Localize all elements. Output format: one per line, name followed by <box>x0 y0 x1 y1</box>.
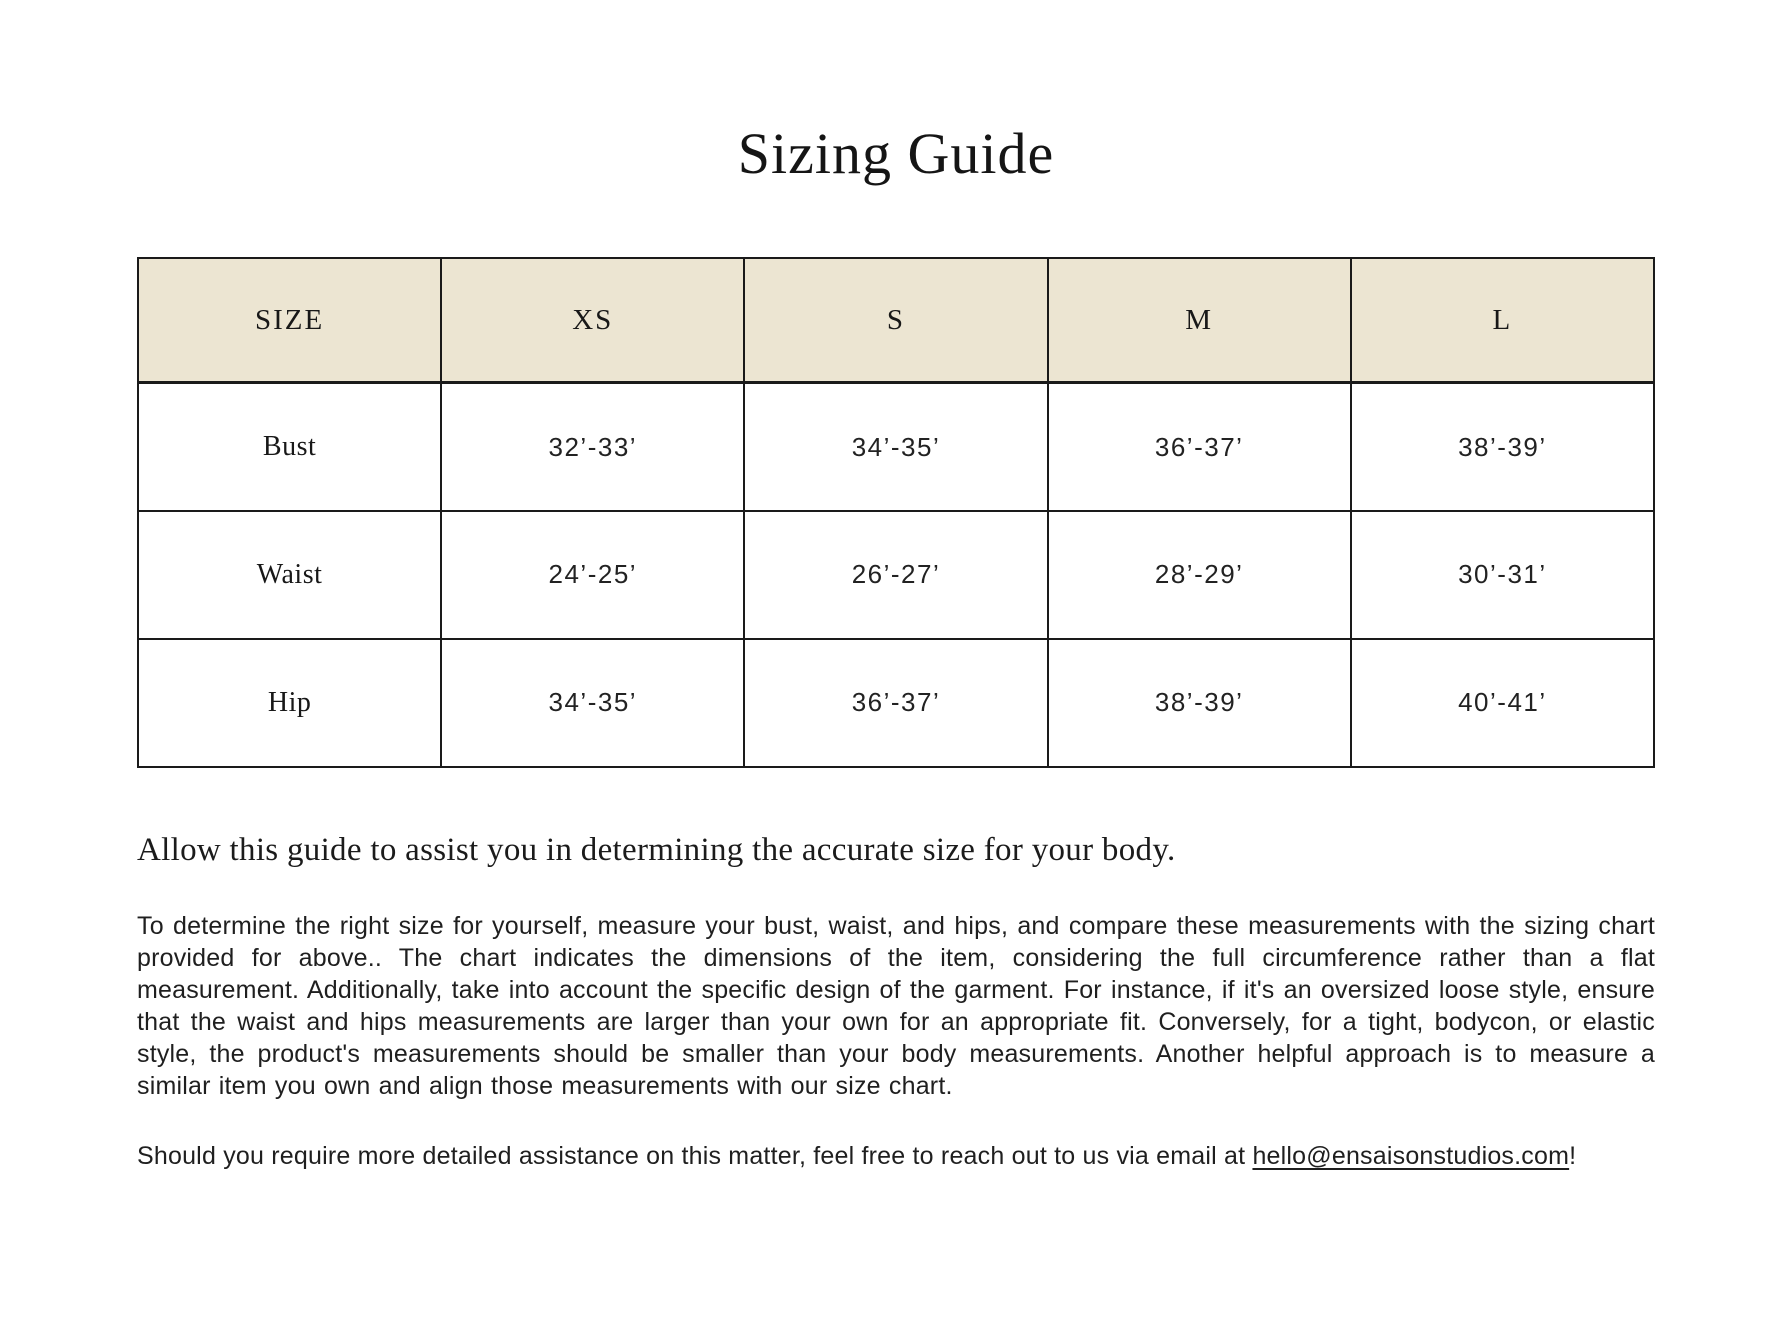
cell-hip-m: 38’-39’ <box>1048 639 1351 767</box>
size-chart-header <box>138 258 1654 383</box>
cell-waist-m: 28’-29’ <box>1048 511 1351 639</box>
cell-hip-xs: 34’-35’ <box>441 639 744 767</box>
guide-heading: Allow this guide to assist you in determining the accurate size for your body. <box>137 831 1176 868</box>
size-chart-body <box>138 383 1654 767</box>
table-row-waist <box>138 511 1654 639</box>
cell-bust-xs: 32’-33’ <box>441 383 744 511</box>
contact-line <box>137 1140 1655 1172</box>
cell-waist-s: 26’-27’ <box>744 511 1047 639</box>
cell-hip-l: 40’-41’ <box>1351 639 1654 767</box>
contact-text-prefix: Should you require more detailed assistance on this matter, feel free to reach out to us via email at <box>137 1141 1253 1170</box>
cell-bust-s: 34’-35’ <box>744 383 1047 511</box>
row-label-bust: Bust <box>138 383 441 511</box>
row-label-hip: Hip <box>138 639 441 767</box>
cell-bust-m: 36’-37’ <box>1048 383 1351 511</box>
table-row-bust <box>138 383 1654 511</box>
column-header-m: M <box>1048 258 1351 383</box>
header-row <box>138 258 1654 383</box>
column-header-size: SIZE <box>138 258 441 383</box>
row-label-waist: Waist <box>138 511 441 639</box>
cell-waist-xs: 24’-25’ <box>441 511 744 639</box>
column-header-l: L <box>1351 258 1654 383</box>
cell-hip-s: 36’-37’ <box>744 639 1047 767</box>
contact-text-suffix: ! <box>1569 1141 1577 1170</box>
page-title: Sizing Guide <box>737 121 1055 186</box>
email-link[interactable]: hello@ensaisonstudios.com <box>1252 1141 1570 1170</box>
column-header-xs: XS <box>441 258 744 383</box>
cell-bust-l: 38’-39’ <box>1351 383 1654 511</box>
size-chart-table <box>137 257 1655 768</box>
table-row-hip <box>138 639 1654 767</box>
cell-waist-l: 30’-31’ <box>1351 511 1654 639</box>
guide-body-paragraph: To determine the right size for yourself, measure your bust, waist, and hips, and compare these measurements with the sizing chart provided for above.. The chart indicates the dimensions of the item, considering the full circumference rather than a flat measurement. Additionally, take into account the specific design of the garment. For instance, if it's an oversized loose style, ensure that the waist and hips measurements are larger than your own for an appropriate fit. Conversely, for a tight, bodycon, or elastic style, the product's measurements should be smaller than your body measurements. Another helpful approach is to measure a similar item you own and align those measurements with our size chart. <box>137 911 1655 1100</box>
column-header-s: S <box>744 258 1047 383</box>
